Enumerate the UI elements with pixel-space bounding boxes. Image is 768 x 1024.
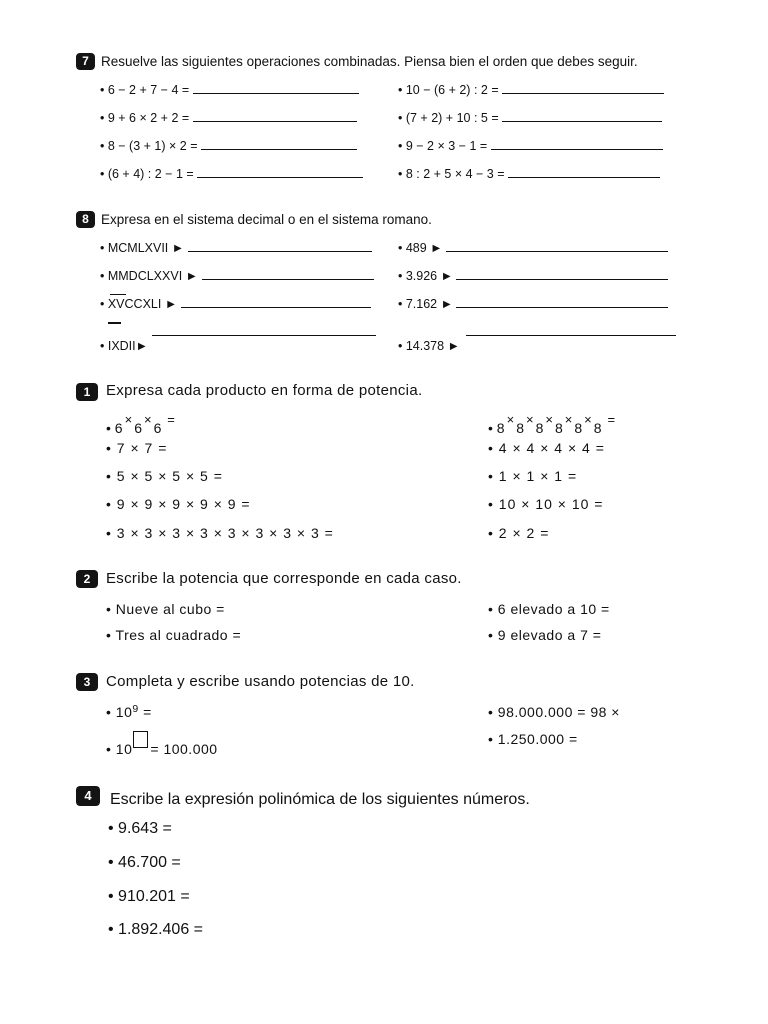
ex8-left-3: • XVCCXLI ► xyxy=(100,297,371,311)
ex7-right-3: • 9 − 2 × 3 − 1 = xyxy=(398,139,663,153)
ex7-left-3: • 8 − (3 + 1) × 2 = xyxy=(100,139,357,153)
ex1-left-3: • 9 × 9 × 9 × 9 × 9 = xyxy=(106,496,251,512)
ex2-right-2: • 9 elevado a 7 = xyxy=(488,627,602,643)
exercise-2-number: 2 xyxy=(76,570,98,588)
ex1-left-2: • 5 × 5 × 5 × 5 = xyxy=(106,468,223,484)
ex1-left-1: • 7 × 7 = xyxy=(106,440,168,456)
ex4-item-1: • 9.643 = xyxy=(108,820,172,837)
exercise-8-number: 8 xyxy=(76,211,95,228)
exercise-8-title: Expresa en el sistema decimal o en el sistema romano. xyxy=(101,212,432,227)
ex3-left-2: • 10 = 100.000 xyxy=(106,731,218,757)
ex8-right-4: • 14.378 ► xyxy=(398,339,460,353)
ex7-left-1: • 6 − 2 + 7 − 4 = xyxy=(100,83,359,97)
exercise-3-number: 3 xyxy=(76,673,98,691)
ex8-left-4: • IXDII► xyxy=(100,339,149,353)
exercise-4-title: Escribe la expresión polinómica de los siguientes números. xyxy=(110,791,530,808)
exercise-7-number: 7 xyxy=(76,53,95,70)
ex8-right-1: • 489 ► xyxy=(398,241,668,255)
ex4-item-3: • 910.201 = xyxy=(108,888,190,905)
exercise-4-number: 4 xyxy=(76,786,100,806)
ex4-item-2: • 46.700 = xyxy=(108,854,181,871)
ex1-left-power-row: • 6×6×6 = xyxy=(106,412,175,436)
ex1-right-1: • 4 × 4 × 4 × 4 = xyxy=(488,440,605,456)
ex8-right-3: • 7.162 ► xyxy=(398,297,668,311)
ex3-left-1: • $10^9$ = xyxy=(106,702,152,720)
ex8-left-1: • MCMLXVII ► xyxy=(100,241,372,255)
ex8-right-2: • 3.926 ► xyxy=(398,269,668,283)
exercise-1-number: 1 xyxy=(76,383,98,401)
exercise-1-title: Expresa cada producto en forma de potencia. xyxy=(106,382,423,399)
ex8-left-2: • MMDCLXXVI ► xyxy=(100,269,374,283)
ex3-right-2: • 1.250.000 = xyxy=(488,731,578,747)
ex7-right-4: • 8 : 2 + 5 × 4 − 3 = xyxy=(398,167,660,181)
exercise-7-title: Resuelve las siguientes operaciones combinadas. Piensa bien el orden que debes seguir. xyxy=(101,54,638,69)
ex1-right-3: • 10 × 10 × 10 = xyxy=(488,496,604,512)
ex1-left-4: • 3 × 3 × 3 × 3 × 3 × 3 × 3 × 3 = xyxy=(106,525,334,541)
ex2-right-1: • 6 elevado a 10 = xyxy=(488,601,610,617)
ex3-right-1: • 98.000.000 = 98 × xyxy=(488,704,620,720)
ex1-right-2: • 1 × 1 × 1 = xyxy=(488,468,578,484)
ex7-left-2: • 9 + 6 × 2 + 2 = xyxy=(100,111,357,125)
ex7-right-1: • 10 − (6 + 2) : 2 = xyxy=(398,83,664,97)
ex7-left-4: • (6 + 4) : 2 − 1 = xyxy=(100,167,363,181)
exercise-3-title: Completa y escribe usando potencias de 10. xyxy=(106,673,415,690)
ex2-left-1: • Nueve al cubo = xyxy=(106,601,225,617)
ex2-left-2: • Tres al cuadrado = xyxy=(106,627,242,643)
ex1-right-power-row: • 8×8×8×8×8×8 = xyxy=(488,412,616,436)
ex7-right-2: • (7 + 2) + 10 : 5 = xyxy=(398,111,662,125)
ex4-item-4: • 1.892.406 = xyxy=(108,921,204,938)
ex1-right-4: • 2 × 2 = xyxy=(488,525,550,541)
exercise-2-title: Escribe la potencia que corresponde en cada caso. xyxy=(106,570,462,587)
